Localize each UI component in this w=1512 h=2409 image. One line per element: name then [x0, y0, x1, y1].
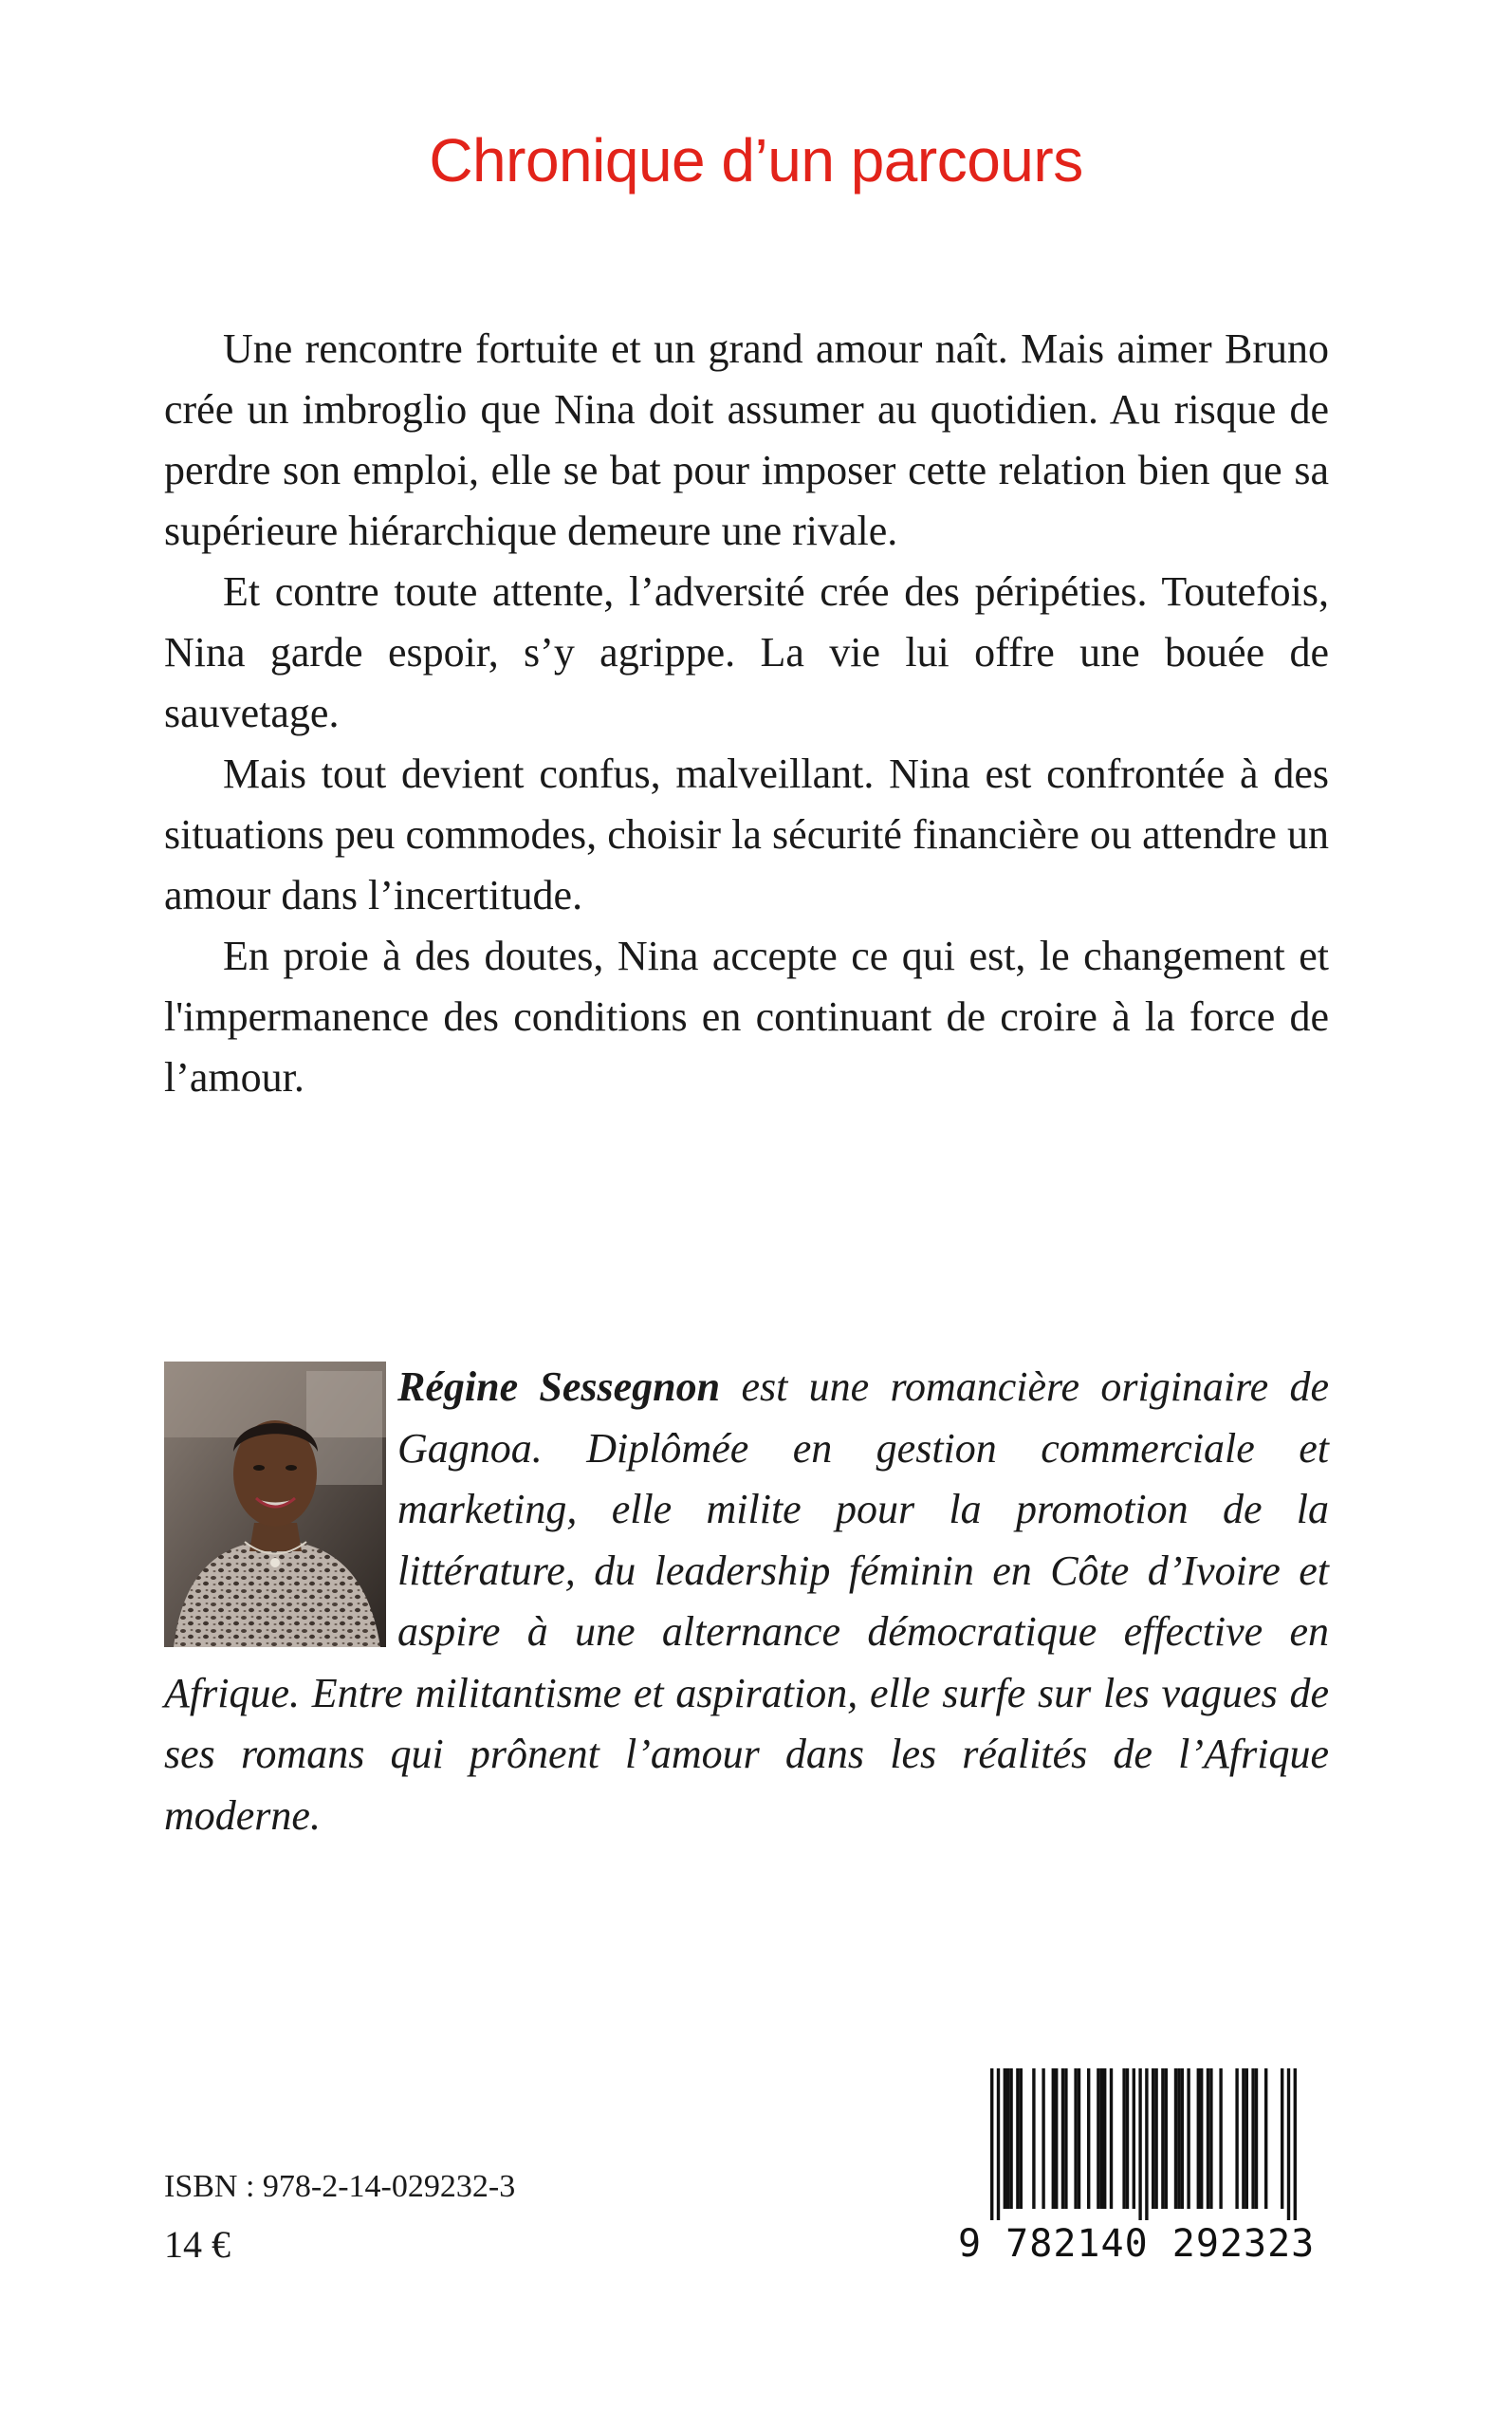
synopsis-paragraph: Mais tout devient confus, malveillant. Nina est confrontée à des situations peu commodes, choisir la sécurité financière ou attendre un amour dans l’incertitude.	[164, 750, 1329, 918]
photo-spacer	[164, 1357, 386, 1662]
barcode-bar	[1219, 2068, 1222, 2209]
barcode-bar	[1097, 2068, 1099, 2209]
barcode-bar	[1052, 2068, 1055, 2209]
barcode-bar	[1009, 2068, 1012, 2209]
barcode-bar	[1061, 2068, 1064, 2209]
barcode-bar	[1287, 2068, 1290, 2220]
barcode-bar	[1165, 2068, 1168, 2209]
barcode-bar	[1187, 2068, 1189, 2209]
barcode-bar	[1064, 2068, 1067, 2209]
barcode-bar	[1235, 2068, 1238, 2209]
barcode-bar	[1264, 2068, 1267, 2209]
barcode-bar	[1133, 2068, 1135, 2209]
barcode-bar	[1103, 2068, 1106, 2209]
barcode-bar	[1161, 2068, 1164, 2209]
barcode-bar	[1145, 2068, 1148, 2220]
barcode-bar	[997, 2068, 1000, 2220]
barcode-bar	[1055, 2068, 1058, 2209]
barcode-bar	[1110, 2068, 1113, 2209]
barcode-bar	[1207, 2068, 1209, 2209]
barcode-bar	[1078, 2068, 1080, 2209]
author-bio	[164, 1357, 1329, 1846]
barcode-bar	[1122, 2068, 1125, 2209]
barcode-bar	[1020, 2068, 1023, 2209]
barcode-bar	[1197, 2068, 1200, 2209]
barcode-bar	[1242, 2068, 1245, 2209]
barcode-bar	[1074, 2068, 1077, 2209]
barcode-bar	[1200, 2068, 1203, 2209]
barcode-bar	[1245, 2068, 1248, 2209]
price: 14 €	[164, 2223, 230, 2266]
author-bio-text: est une romancière originaire de Gagnoa. Diplômée en gestion commerciale et marketing, elle milite pour la promotion de la littérature, du leadership féminin en Côte d’Ivoire et aspire à une alternance démocratique effective en Afrique. Entre militantisme et aspiration, elle surfe sur les vagues de ses romans qui prônent l’amour dans les réalités de l’Afrique moderne.	[164, 1363, 1329, 1839]
barcode-bar	[1177, 2068, 1180, 2209]
barcode-bar	[1209, 2068, 1212, 2209]
barcode-bar	[1152, 2068, 1154, 2209]
barcode-bar	[1032, 2068, 1035, 2209]
barcode-bar	[1006, 2068, 1009, 2209]
barcode-bar	[1174, 2068, 1177, 2209]
barcode-bar	[1087, 2068, 1090, 2209]
barcode-bar	[1138, 2068, 1141, 2220]
barcode-bars	[958, 2068, 1330, 2220]
barcode-bar	[1294, 2068, 1297, 2220]
barcode-bar	[1042, 2068, 1044, 2209]
barcode-bar	[1100, 2068, 1103, 2209]
barcode-bar	[1004, 2068, 1006, 2209]
barcode-bar	[1154, 2068, 1157, 2209]
barcode-bar	[1181, 2068, 1184, 2209]
book-title: Chronique d’un parcours	[429, 126, 1083, 195]
barcode-bar	[1251, 2068, 1254, 2209]
synopsis-paragraph: En proie à des doutes, Nina accepte ce qui est, le changement et l'impermanence des conditions en continuant de croire à la force de l’amour.	[164, 933, 1329, 1101]
barcode-bar	[1126, 2068, 1129, 2209]
barcode-bar	[1255, 2068, 1258, 2209]
synopsis-paragraph: Une rencontre fortuite et un grand amour naît. Mais aimer Bruno crée un imbroglio que Nina doit assumer au quotidien. Au risque de perdre son emploi, elle se bat pour imposer cette relation bien que sa supérieure hiérarchique demeure une rivale.	[164, 325, 1329, 554]
barcode-number: 9 782140 292323	[958, 2222, 1316, 2266]
synopsis-paragraph: Et contre toute attente, l’adversité crée des péripéties. Toutefois, Nina garde espoir, s’y agrippe. La vie lui offre une bouée de sauvetage.	[164, 568, 1329, 736]
isbn: ISBN : 978-2-14-029232-3	[164, 2169, 516, 2204]
barcode-bar	[990, 2068, 993, 2220]
synopsis	[164, 319, 1329, 1108]
barcode-bar	[1281, 2068, 1283, 2209]
author-name: Régine Sessegnon	[397, 1363, 721, 1410]
barcode-bar	[1016, 2068, 1019, 2209]
